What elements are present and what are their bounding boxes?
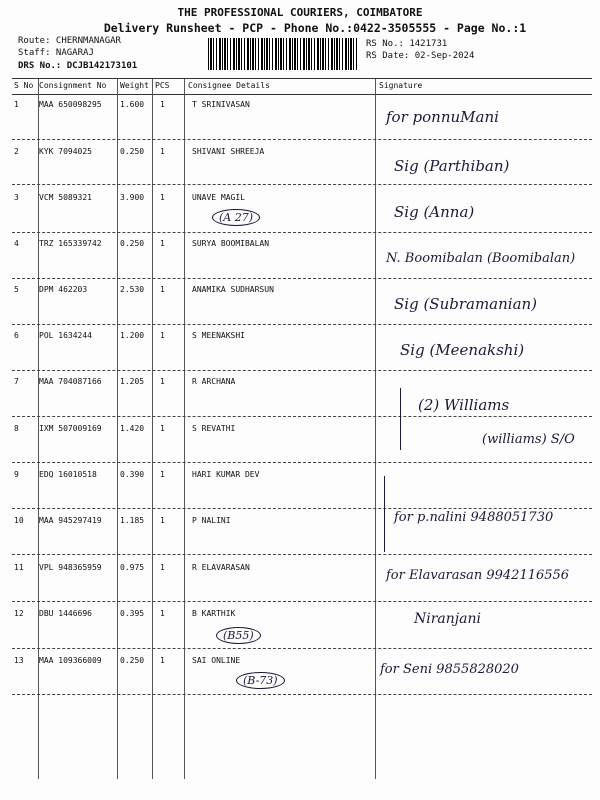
row-pcs: 1: [160, 147, 165, 156]
row-consignment: DBU 1446696: [39, 609, 92, 618]
row-consignment: EDQ 16010518: [39, 470, 97, 479]
row-divider: [12, 508, 592, 509]
row-divider: [12, 232, 592, 233]
col-weight: Weight: [120, 81, 149, 90]
row-sno: 10: [14, 516, 24, 525]
row-pcs: 1: [160, 656, 165, 665]
handwritten-note: (B-73): [236, 672, 285, 689]
signature: for p.nalini 9488051730: [394, 510, 554, 525]
table-header: [12, 79, 592, 93]
row-consignee: SAI ONLINE: [192, 656, 241, 665]
signature: Sig (Parthiban): [394, 157, 510, 175]
row-sno: 8: [14, 424, 19, 433]
row-sno: 2: [14, 147, 19, 156]
col-consignment: Consignment No: [39, 81, 107, 90]
row-weight: 0.250: [120, 656, 145, 665]
route-label: Route: CHERNMANAGAR: [18, 36, 121, 46]
barcode: [208, 38, 358, 70]
row-divider: [12, 601, 592, 602]
row-pcs: 1: [160, 516, 165, 525]
row-sno: 5: [14, 285, 19, 294]
row-sno: 9: [14, 470, 19, 479]
signature: N. Boomibalan (Boomibalan): [386, 251, 576, 266]
signature: Sig (Meenakshi): [400, 341, 525, 359]
row-consignment: VCM 5089321: [39, 193, 92, 202]
row-pcs: 1: [160, 470, 165, 479]
row-weight: 0.390: [120, 470, 145, 479]
row-consignment: KYK 7094025: [39, 147, 92, 156]
row-pcs: 1: [160, 377, 165, 386]
row-pcs: 1: [160, 424, 165, 433]
row-consignment: DPM 462203: [39, 285, 88, 294]
row-consignee: T SRINIVASAN: [192, 100, 250, 109]
row-divider: [12, 554, 592, 555]
row-divider: [12, 278, 592, 279]
signature: for ponnuMani: [386, 108, 499, 126]
row-consignee: P NALINI: [192, 516, 231, 525]
staff-label: Staff: NAGARAJ: [18, 48, 94, 58]
row-consignee: B KARTHIK: [192, 609, 236, 618]
row-divider: [12, 462, 592, 463]
row-pcs: 1: [160, 331, 165, 340]
drs-number: DRS No.: DCJB142173101: [18, 61, 138, 71]
bracket-mark: [384, 476, 385, 552]
row-sno: 12: [14, 609, 24, 618]
row-consignment: TRZ 165339742: [39, 239, 102, 248]
row-sno: 1: [14, 100, 19, 109]
row-sno: 11: [14, 563, 24, 572]
row-consignee: HARI KUMAR DEV: [192, 470, 260, 479]
row-consignment: MAA 945297419: [39, 516, 102, 525]
row-divider: [12, 370, 592, 371]
row-sno: 6: [14, 331, 19, 340]
row-weight: 1.600: [120, 100, 145, 109]
row-weight: 1.205: [120, 377, 145, 386]
col-sno: S No: [14, 81, 34, 90]
row-weight: 0.250: [120, 147, 145, 156]
row-consignee: S MEENAKSHI: [192, 331, 245, 340]
row-consignment: MAA 650098295: [39, 100, 102, 109]
signature: for Elavarasan 9942116556: [386, 568, 570, 583]
row-pcs: 1: [160, 609, 165, 618]
row-consignee: SHIVANI SHREEJA: [192, 147, 265, 156]
row-consignee: R ELAVARASAN: [192, 563, 250, 572]
row-divider: [12, 324, 592, 325]
rs-date: RS Date: 02-Sep-2024: [366, 51, 475, 61]
row-weight: 1.420: [120, 424, 145, 433]
signature: Niranjani: [414, 611, 481, 627]
row-divider: [12, 416, 592, 417]
signature: for Seni 9855828020: [380, 662, 519, 677]
row-consignee: UNAVE MAGIL: [192, 193, 245, 202]
row-consignment: MAA 109366009: [39, 656, 102, 665]
handwritten-note: (A 27): [212, 209, 260, 226]
row-consignee: ANAMIKA SUDHARSUN: [192, 285, 274, 294]
row-consignment: POL 1634244: [39, 331, 92, 340]
row-divider: [12, 648, 592, 649]
handwritten-note: (B55): [216, 627, 261, 644]
row-weight: 0.250: [120, 239, 145, 248]
row-divider: [12, 694, 592, 695]
row-consignee: SURYA BOOMIBALAN: [192, 239, 270, 248]
row-weight: 0.395: [120, 609, 145, 618]
col-signature: Signature: [379, 81, 423, 90]
row-weight: 1.200: [120, 331, 145, 340]
row-divider: [12, 184, 592, 185]
row-consignment: MAA 704087166: [39, 377, 102, 386]
row-pcs: 1: [160, 100, 165, 109]
row-consignment: VPL 948365959: [39, 563, 102, 572]
row-pcs: 1: [160, 563, 165, 572]
col-pcs: PCS: [155, 81, 170, 90]
row-sno: 13: [14, 656, 24, 665]
row-weight: 3.900: [120, 193, 145, 202]
signature: Sig (Subramanian): [394, 295, 538, 313]
row-consignee: S REVATHI: [192, 424, 236, 433]
row-divider: [12, 139, 592, 140]
signature: (2) Williams: [418, 396, 510, 414]
rs-number: RS No.: 1421731: [366, 39, 448, 49]
row-consignee: R ARCHANA: [192, 377, 236, 386]
row-sno: 4: [14, 239, 19, 248]
row-weight: 2.530: [120, 285, 145, 294]
table-header-rule: [12, 94, 592, 95]
runsheet-subtitle: Delivery Runsheet - PCP - Phone No.:0422-3505555 - Page No.:1: [103, 21, 527, 35]
bracket-mark: [400, 388, 401, 450]
row-consignment: IXM 507009169: [39, 424, 102, 433]
col-consignee: Consignee Details: [188, 81, 270, 90]
row-pcs: 1: [160, 285, 165, 294]
row-pcs: 1: [160, 193, 165, 202]
row-pcs: 1: [160, 239, 165, 248]
signature: (williams) S/O: [482, 432, 575, 447]
row-weight: 1.185: [120, 516, 145, 525]
signature: Sig (Anna): [394, 203, 475, 221]
company-title: THE PROFESSIONAL COURIERS, COIMBATORE: [177, 6, 423, 19]
row-sno: 3: [14, 193, 19, 202]
row-sno: 7: [14, 377, 19, 386]
row-weight: 0.975: [120, 563, 145, 572]
